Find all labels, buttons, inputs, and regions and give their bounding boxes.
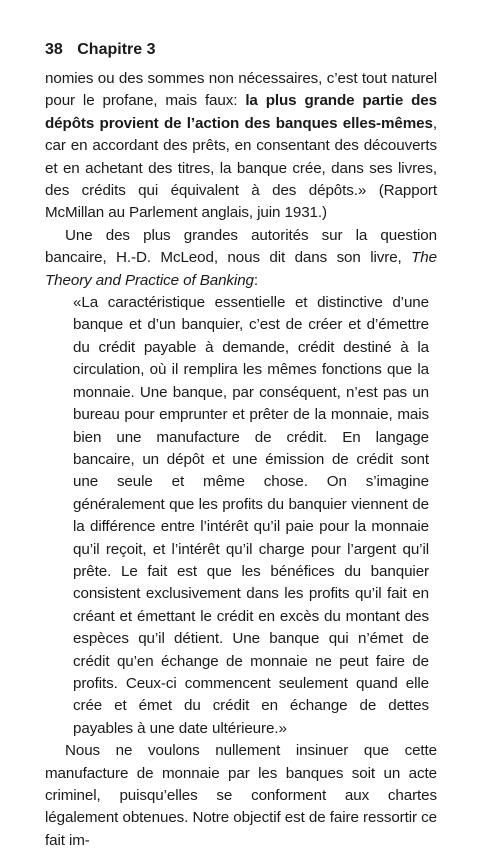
- paragraph-mcleod-intro: [45, 225, 437, 292]
- paragraph-continuation: [45, 68, 437, 225]
- paragraph-text: , car en accordant des prêts, en consentant des découverts et en achetant des titres, la banque crée, dans ses livres, des crédits qui équivalent à des dépôts.» (Rapport McMillan au Parlement anglais, juin 1931.): [45, 114, 437, 222]
- page-number: 38: [45, 41, 63, 58]
- running-header: [45, 40, 437, 60]
- book-title-italic: The Theory and Practice of Banking: [45, 249, 437, 289]
- paragraph-text: Une des plus grandes autorités sur la question bancaire, H.-D. McLeod, nous dit dans son livre,: [45, 226, 437, 267]
- block-quote: «La caractéristique essentielle et distinctive d’une banque et d’un banquier, c’est de créer et d’émettre du crédit payable à demande, crédit destiné à la circulation, où il remplira les mêmes fonctions que la monnaie. Une banque, par conséquent, n’est pas un bureau pour emprunter et prêter de la monnaie, mais bien une manufacture de crédit. En langage bancaire, un dépôt et une émission de crédit sont une seule et même chose. On s’imagine généralement que les profits du banquier viennent de la différence entre l’intérêt qu’il paie pour la monnaie qu’il reçoit, et l’intérêt qu’il charge pour l’argent qu’il prête. Le fait est que les bénéfices du banquier consistent exclusivement dans les profits qu’il fait en créant et émettant le crédit en excès du montant des espèces qu’il détient. Une banque qui n’émet de crédit qu’en échange de monnaie ne peut faire de profits. Ceux-ci commencent seulement quand elle crée et émet du crédit en échange de dettes payables à une date ultérieure.»: [73, 294, 429, 737]
- chapter-title: Chapitre 3: [77, 41, 156, 58]
- paragraph-text: :: [253, 271, 259, 289]
- book-page: [45, 40, 437, 852]
- bold-emphasis: la plus grande partie des dépôts provient de l’action des banques elles-mêmes: [45, 92, 437, 132]
- paragraph-conclusion: Nous ne voulons nullement insinuer que cette manufacture de monnaie par les banques soit un acte criminel, puisqu’elles se conforment aux chartes légalement obtenues. Notre objectif est de faire ressortir ce fait im-: [45, 742, 437, 849]
- paragraph-text: nomies ou des sommes non nécessaires, c’est tout naturel pour le profane, mais faux:: [45, 70, 437, 110]
